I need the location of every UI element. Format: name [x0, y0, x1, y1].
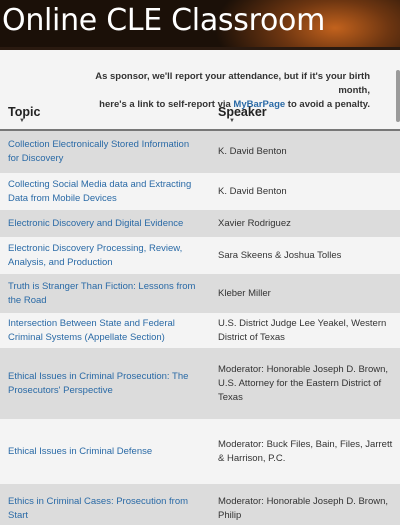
- notice-line-1: As sponsor, we'll report your attendance, but if it's your birth month,: [95, 71, 370, 96]
- table-row: [0, 275, 400, 313]
- header-divider: [0, 47, 400, 50]
- course-topic-link[interactable]: Electronic Discovery and Digital Evidence: [8, 217, 184, 229]
- notice-text-after: to avoid a penalty.: [285, 99, 370, 110]
- course-speaker: U.S. District Judge Lee Yeakel, Western District of Texas: [218, 317, 387, 343]
- table-row: [0, 419, 400, 485]
- course-topic-link[interactable]: Ethics in Criminal Cases: Prosecution from Start: [8, 496, 189, 521]
- table-header: [0, 101, 400, 131]
- course-speaker: Moderator: Buck Files, Bain, Files, Jarrett & Harrison, P.C.: [218, 438, 393, 464]
- course-topic-link[interactable]: Collection Electronically Stored Information for Discovery: [8, 138, 190, 164]
- course-table: [0, 131, 400, 525]
- table-row: [0, 131, 400, 173]
- mybarpage-link[interactable]: MyBarPage: [233, 99, 286, 110]
- course-speaker: Xavier Rodriguez: [218, 217, 291, 229]
- course-speaker: Sara Skeens & Joshua Tolles: [218, 249, 342, 261]
- course-speaker: K. David Benton: [218, 145, 287, 157]
- course-speaker: K. David Benton: [218, 185, 287, 197]
- course-topic-link[interactable]: Collecting Social Media data and Extracting Data from Mobile Devices: [8, 178, 192, 204]
- table-row: [0, 349, 400, 419]
- table-row: [0, 173, 400, 211]
- table-row: [0, 485, 400, 525]
- course-speaker: Moderator: Honorable Joseph D. Brown, Philip: [218, 496, 389, 521]
- table-row: [0, 211, 400, 237]
- course-topic-link[interactable]: Electronic Discovery Processing, Review, Analysis, and Production: [8, 242, 183, 268]
- course-speaker: Moderator: Honorable Joseph D. Brown, U.S. Attorney for the Eastern District of Texas: [218, 363, 389, 403]
- course-topic-link[interactable]: Intersection Between State and Federal Criminal Systems (Appellate Section): [8, 317, 175, 343]
- course-topic-link[interactable]: Truth is Stranger Than Fiction: Lessons from the Road: [8, 280, 196, 306]
- scrollbar-thumb[interactable]: [396, 70, 400, 122]
- column-header-topic[interactable]: Topic: [8, 105, 41, 119]
- course-topic-link[interactable]: Ethical Issues in Criminal Defense: [8, 445, 153, 457]
- page-title: Online CLE Classroom: [2, 3, 325, 38]
- column-header-speaker[interactable]: Speaker: [218, 105, 267, 119]
- table-row: [0, 313, 400, 349]
- sort-arrow-down-icon[interactable]: ▼: [19, 118, 25, 124]
- course-topic-link[interactable]: Ethical Issues in Criminal Prosecution: The Prosecutors' Perspective: [8, 370, 189, 396]
- sort-arrow-down-icon[interactable]: ▼: [229, 118, 235, 124]
- notice-text-before: here's a link to self-report via: [99, 99, 234, 110]
- course-speaker: Kleber Miller: [218, 287, 271, 299]
- app-header: [0, 0, 400, 50]
- table-row: [0, 237, 400, 275]
